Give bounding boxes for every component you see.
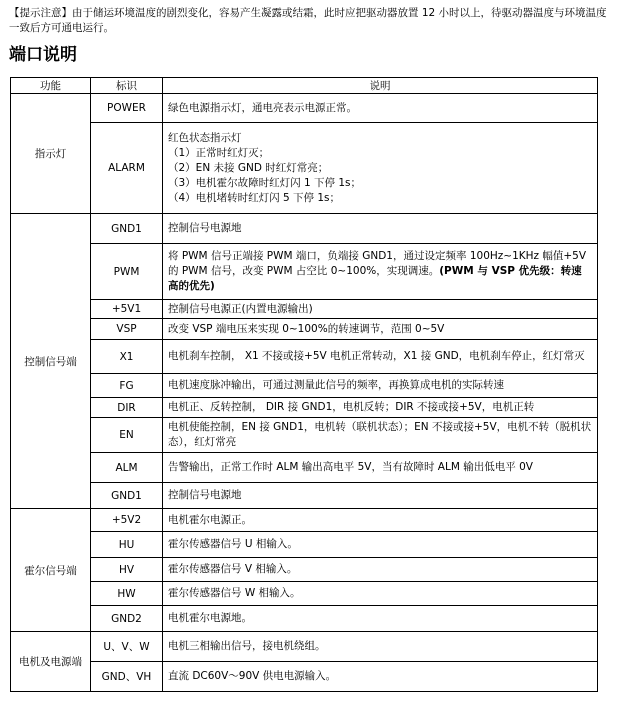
signal-label: HU (91, 532, 163, 558)
pwm-priority-note: (PWM 与 VSP 优先级：转速高的优先) (168, 265, 582, 292)
table-row (11, 532, 598, 558)
header-label: 标识 (91, 78, 163, 94)
signal-label: VSP (91, 319, 163, 340)
table-row (11, 483, 598, 509)
signal-description: 控制信号电源地 (163, 483, 598, 509)
signal-description: 告警输出，正常工作时 ALM 输出高电平 5V，当有故障时 ALM 输出低电平 0V (163, 453, 598, 483)
section-title: 端口说明 (9, 45, 77, 65)
signal-label: POWER (91, 94, 163, 123)
table-header-row (11, 78, 598, 94)
signal-label: X1 (91, 340, 163, 374)
signal-label: ALARM (91, 123, 163, 214)
signal-description: 直流 DC60V～90V 供电电源输入。 (163, 662, 598, 692)
pwm-text: 将 PWM 信号正端接 PWM 端口，负端接 GND1，通过设定频率 100Hz~1KHz 幅值+5V 的 PWM 信号，改变 PWM 占空比 0~100%，实现调速。 (168, 250, 587, 277)
signal-description: 绿色电源指示灯，通电亮表示电源正常。 (163, 94, 598, 123)
signal-label: EN (91, 418, 163, 453)
signal-label: GND1 (91, 483, 163, 509)
table-row (11, 244, 598, 300)
signal-label: U、V、W (91, 632, 163, 662)
table-row (11, 632, 598, 662)
signal-label: GND1 (91, 214, 163, 244)
signal-label: HV (91, 558, 163, 582)
table-row (11, 418, 598, 453)
signal-description: 霍尔传感器信号 W 相输入。 (163, 582, 598, 606)
table-row (11, 606, 598, 632)
table-row (11, 398, 598, 418)
table-row (11, 94, 598, 123)
table-row (11, 374, 598, 398)
header-function: 功能 (11, 78, 91, 94)
signal-label: DIR (91, 398, 163, 418)
group-indicator: 指示灯 (11, 94, 91, 214)
signal-label: PWM (91, 244, 163, 300)
signal-description: 电机霍尔电源地。 (163, 606, 598, 632)
table-row (11, 340, 598, 374)
port-table (10, 77, 598, 692)
alarm-line: （2）EN 未接 GND 时红灯常亮； (168, 161, 329, 174)
table-row (11, 319, 598, 340)
table-row (11, 509, 598, 532)
alarm-line: （3）电机霍尔故障时红灯闪 1 下停 1s； (168, 176, 362, 189)
alarm-line: （4）电机堵转时红灯闪 5 下停 1s； (168, 191, 341, 204)
group-motor-power: 电机及电源端 (11, 632, 91, 692)
table-row (11, 662, 598, 692)
signal-description: 电机正、反转控制， DIR 接 GND1，电机反转；DIR 不接或接+5V，电机正转 (163, 398, 598, 418)
signal-description: 电机刹车控制， X1 不接或接+5V 电机正常转动，X1 接 GND，电机刹车停止，红灯常灭 (163, 340, 598, 374)
table-row (11, 123, 598, 214)
table-row (11, 558, 598, 582)
table-row (11, 453, 598, 483)
signal-label: GND、VH (91, 662, 163, 692)
signal-label: GND2 (91, 606, 163, 632)
notice-text: 【提示注意】由于储运环境温度的剧烈变化，容易产生凝露或结霜，此时应把驱动器放置 12 小时以上，待驱动器温度与环境温度一致后方可通电运行。 (9, 7, 607, 34)
signal-description: 控制信号电源地 (163, 214, 598, 244)
signal-description: 电机速度脉冲输出，可通过测量此信号的频率，再换算成电机的实际转速 (163, 374, 598, 398)
signal-description: 电机使能控制，EN 接 GND1，电机转（联机状态）；EN 不接或接+5V，电机不转（脱机状态），红灯常亮 (163, 418, 598, 453)
table-row (11, 214, 598, 244)
signal-label: ALM (91, 453, 163, 483)
group-control: 控制信号端 (11, 214, 91, 509)
signal-description (163, 244, 598, 300)
signal-description: 霍尔传感器信号 U 相输入。 (163, 532, 598, 558)
header-description: 说明 (163, 78, 598, 94)
signal-label: +5V2 (91, 509, 163, 532)
signal-label: FG (91, 374, 163, 398)
table-row (11, 582, 598, 606)
signal-description (163, 123, 598, 214)
signal-label: HW (91, 582, 163, 606)
group-hall: 霍尔信号端 (11, 509, 91, 632)
alarm-line: （1）正常时红灯灭； (168, 146, 270, 159)
signal-description: 电机霍尔电源正。 (163, 509, 598, 532)
table-row (11, 300, 598, 319)
signal-description: 电机三相输出信号，接电机绕组。 (163, 632, 598, 662)
signal-label: +5V1 (91, 300, 163, 319)
signal-description: 控制信号电源正(内置电源输出) (163, 300, 598, 319)
signal-description: 霍尔传感器信号 V 相输入。 (163, 558, 598, 582)
alarm-line: 红色状态指示灯 (168, 131, 242, 144)
signal-description: 改变 VSP 端电压来实现 0~100%的转速调节，范围 0~5V (163, 319, 598, 340)
